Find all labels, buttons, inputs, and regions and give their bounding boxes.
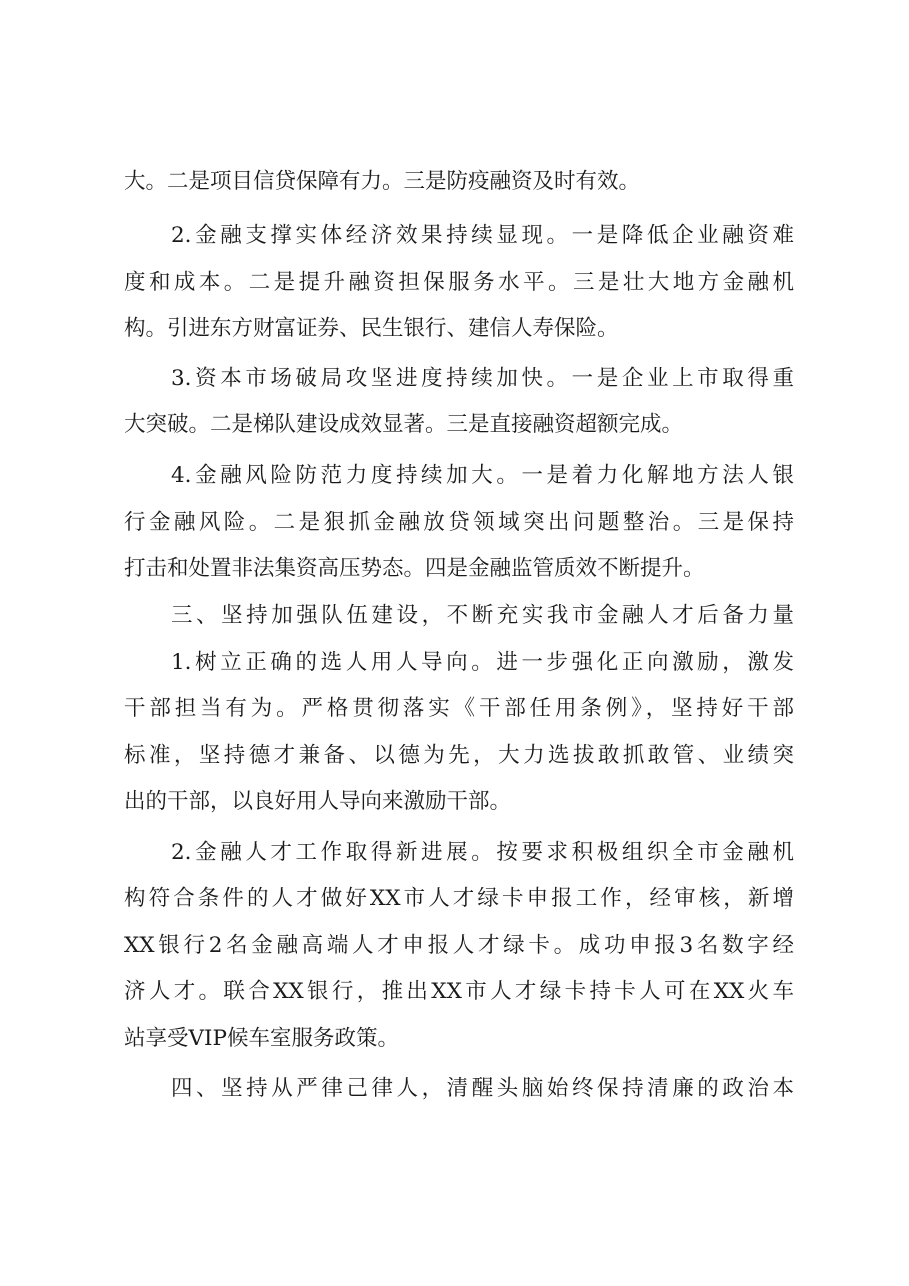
paragraph-line: 出的干部，以良好用人导向来激励干部。 bbox=[124, 789, 512, 814]
paragraph-line: 济人才。联合XX银行，推出XX市人才绿卡持卡人可在XX火车 bbox=[124, 979, 794, 1004]
paragraph-line: 4.金融风险防范力度持续加大。一是着力化解地方法人银 bbox=[171, 463, 794, 488]
paragraph-line: 站享受VIP候车室服务政策。 bbox=[124, 1026, 399, 1051]
paragraph-line: 构符合条件的人才做好XX市人才绿卡申报工作，经审核，新增 bbox=[124, 886, 794, 911]
paragraph-line: 干部担当有为。严格贯彻落实《干部任用条例》，坚持好干部 bbox=[124, 696, 794, 721]
paragraph-line: 1.树立正确的选人用人导向。进一步强化正向激励，激发 bbox=[171, 650, 794, 675]
paragraph-line: 度和成本。二是提升融资担保服务水平。三是壮大地方金融机 bbox=[124, 270, 794, 295]
paragraph-line: 大突破。二是梯队建设成效显著。三是直接融资超额完成。 bbox=[124, 412, 684, 437]
section-heading: 三、坚持加强队伍建设，不断充实我市金融人才后备力量 bbox=[171, 603, 794, 628]
paragraph-line: 标准，坚持德才兼备、以德为先，大力选拔敢抓敢管、业绩突 bbox=[124, 743, 794, 768]
paragraph-line: 2.金融支撑实体经济效果持续显现。一是降低企业融资难 bbox=[171, 223, 794, 248]
paragraph-line: 行金融风险。二是狠抓金融放贷领域突出问题整治。三是保持 bbox=[124, 510, 794, 535]
paragraph-line: XX银行2名金融高端人才申报人才绿卡。成功申报3名数字经 bbox=[124, 933, 794, 958]
paragraph-line: 大。二是项目信贷保障有力。三是防疫融资及时有效。 bbox=[124, 169, 641, 194]
paragraph-line: 构。引进东方财富证券、民生银行、建信人寿保险。 bbox=[124, 316, 619, 341]
paragraph-line: 3.资本市场破局攻坚进度持续加快。一是企业上市取得重 bbox=[171, 366, 794, 391]
paragraph-line: 打击和处置非法集资高压势态。四是金融监管质效不断提升。 bbox=[124, 556, 705, 581]
section-heading: 四、坚持从严律己律人，清醒头脑始终保持清廉的政治本 bbox=[171, 1076, 794, 1101]
paragraph-line: 2.金融人才工作取得新进展。按要求积极组织全市金融机 bbox=[171, 840, 794, 865]
